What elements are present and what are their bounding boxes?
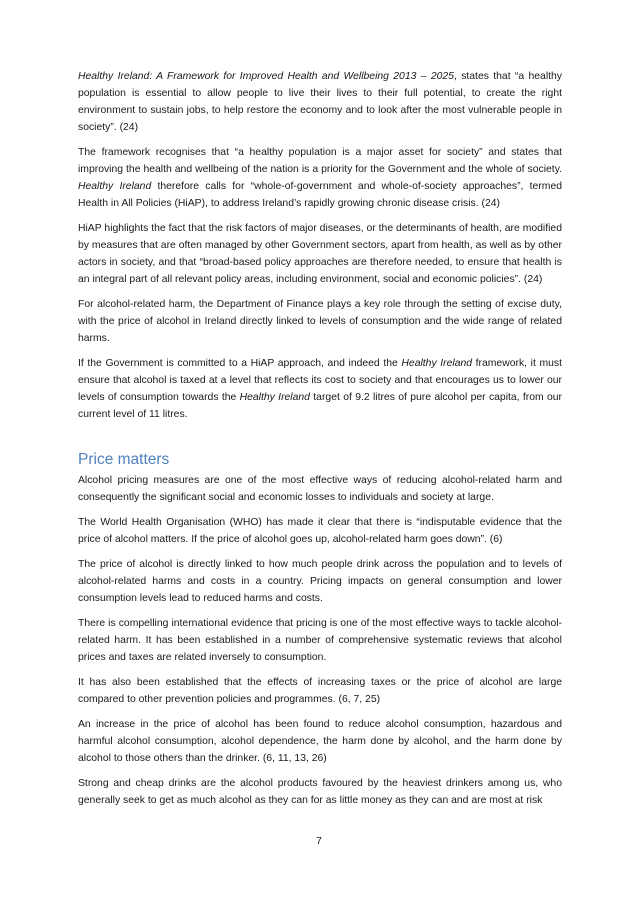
- healthy-ireland-emphasis: Healthy Ireland: [239, 392, 310, 403]
- section-paragraph: An increase in the price of alcohol has been found to reduce alcohol consumption, hazardous and harmful alcohol consumption, alcohol dependence, the harm done by alcohol, and the harm done by alcohol to those others than the drinker. (6, 11, 13, 26): [78, 719, 562, 764]
- intro-paragraph-2-text-a: The framework recognises that “a healthy population is a major asset for society” and states that improving the health and wellbeing of the nation is a priority for the Government and the whole of society.: [78, 147, 562, 175]
- section-paragraph: Strong and cheap drinks are the alcohol products favoured by the heaviest drinkers among us, who generally seek to get as much alcohol as they can for as little money as they can and are most at risk: [78, 778, 562, 806]
- section-paragraph: The World Health Organisation (WHO) has made it clear that there is “indisputable evidence that the price of alcohol matters. If the price of alcohol goes up, alcohol-related harm goes down”. (6): [78, 517, 562, 545]
- page-number: 7: [316, 836, 322, 847]
- section-paragraph: The price of alcohol is directly linked to how much people drink across the population and to levels of alcohol-related harms and costs in a country. Pricing impacts on general consumption and lower consumption levels lead to reduced harms and costs.: [78, 559, 562, 604]
- intro-paragraph-5-text-a: If the Government is committed to a HiAP approach, and indeed the: [78, 358, 402, 369]
- document-page: [78, 68, 562, 817]
- healthy-ireland-title: Healthy Ireland: A Framework for Improved Health and Wellbeing 2013 – 2025: [78, 71, 454, 82]
- section-paragraph: Alcohol pricing measures are one of the most effective ways of reducing alcohol-related harm and consequently the significant social and economic losses to individuals and society at large.: [78, 475, 562, 503]
- section-heading: Price matters: [78, 451, 170, 468]
- intro-paragraph-5-text-c: target of 9.2 litres of pure alcohol per capita, from our current level of 11 litres.: [78, 392, 563, 420]
- section-paragraph: It has also been established that the effects of increasing taxes or the price of alcohol are large compared to other prevention policies and programmes. (6, 7, 25): [78, 677, 562, 705]
- intro-paragraph-1: [78, 68, 562, 136]
- intro-paragraph-5: [78, 355, 562, 423]
- intro-paragraph-1-text: , states that “a healthy population is essential to allow people to live their lives to their full potential, to create the right environment to sustain jobs, to help restore the economy and to look after the most vulnerable people in society”. (24): [78, 71, 562, 133]
- section-paragraph: There is compelling international evidence that pricing is one of the most effective ways to tackle alcohol-related harm. It has been established in a number of comprehensive systematic reviews that alcohol prices and taxes are related inversely to consumption.: [78, 618, 562, 663]
- healthy-ireland-emphasis: Healthy Ireland: [401, 358, 473, 369]
- intro-paragraph-2-text-b: therefore calls for “whole-of-government and whole-of-society approaches”, termed Health in All Policies (HiAP), to address Ireland’s rapidly growing chronic disease crisis. (24): [78, 181, 563, 209]
- intro-paragraph-2: [78, 144, 562, 212]
- intro-paragraph-5-text-b: framework, it must ensure that alcohol is taxed at a level that reflects its cost to society and that encourages us to lower our levels of consumption towards the: [78, 358, 562, 403]
- intro-paragraph-3: HiAP highlights the fact that the risk factors of major diseases, or the determinants of health, are modified by measures that are often managed by other Government sectors, apart from health, as well as by other actors in society, and that “broad-based policy approaches are therefore needed, to ensure that health is an integral part of all relevant policy areas, including environment, social and economic policies”. (24): [78, 223, 562, 285]
- intro-paragraph-4: For alcohol-related harm, the Department of Finance plays a key role through the setting of excise duty, with the price of alcohol in Ireland directly linked to levels of consumption and the wide range of related harms.: [78, 299, 562, 344]
- healthy-ireland-emphasis: Healthy Ireland: [78, 181, 152, 192]
